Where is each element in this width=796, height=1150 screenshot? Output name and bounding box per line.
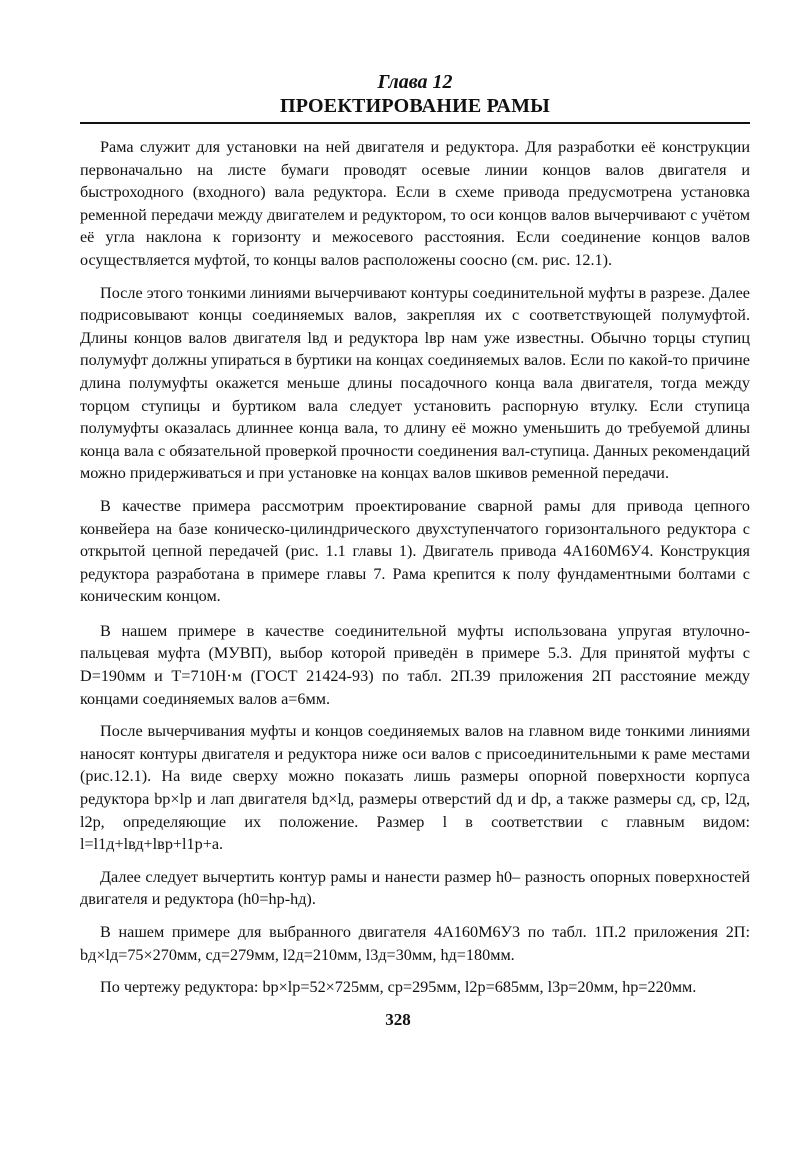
page bbox=[80, 70, 750, 1009]
paragraph: Далее следует вычертить контур рамы и нанести размер h0– разность опорных поверхностей двигателя и редуктора (h0=hр-hд). bbox=[80, 867, 750, 909]
page-number: 328 bbox=[385, 1010, 411, 1029]
chapter-label: Глава 12 bbox=[377, 71, 453, 93]
paragraph: После этого тонкими линиями вычерчивают контуры соединительной муфты в разрезе. Далее подрисовывают концы соединяемых валов, закрепляя их с соответствующей полумуфтой. Длины концов валов двигателя lвд и редуктора lвр нам уже известны. Обычно торцы ступиц полумуфт должны упираться в буртики на концах соединяемых валов. Если по какой-то причине длина полумуфты окажется меньше длины посадочного конца вала двигателя, тогда между торцом ступицы и буртиком вала следует установить распорную втулку. Если ступица полумуфты оказалась длиннее конца вала, то длину её можно уменьшить до требуемой длины конца вала с обязательной проверкой прочности соединения вал-ступица. Данных рекомендаций можно придерживаться и при установке на концах валов шкивов ременной передачи. bbox=[80, 283, 750, 483]
body-text bbox=[80, 136, 750, 999]
paragraph: После вычерчивания муфты и концов соединяемых валов на главном виде тонкими линиями наносят контуры двигателя и редуктора ниже оси валов с присоединительными к раме местами (рис.12.1). На виде сверху можно показать лишь размеры опорной поверхности корпуса редуктора bр×lр и лап двигателя bд×lд, размеры отверстий dд и dр, а также размеры cд, cр, l2д, l2р, определяющие их положение. Размер l в соответствии с главным видом: l=l1д+lвд+lвр+l1р+a. bbox=[80, 722, 750, 854]
paragraph: Рама служит для установки на ней двигателя и редуктора. Для разработки её конструкции первоначально на листе бумаги проводят осевые линии концов валов двигателя и быстроходного (входного) вала редуктора. Если в схеме привода предусмотрена установка ременной передачи между двигателем и редуктором, то оси концов валов вычерчивают с учётом её угла наклона к горизонту и межосевого расстояния. Если соединение концов валов осуществляется муфтой, то концы валов расположены соосно (см. рис. 12.1). bbox=[80, 138, 750, 269]
paragraph: В нашем примере для выбранного двигателя 4А160М6У3 по табл. 1П.2 приложения 2П: bд×lд=75×270мм, cд=279мм, l2д=210мм, l3д=30мм, hд=180мм. bbox=[80, 923, 750, 964]
paragraph: По чертежу редуктора: bр×lр=52×725мм, cр=295мм, l2р=685мм, l3р=20мм, hр=220мм. bbox=[100, 978, 697, 997]
header-rule bbox=[80, 122, 750, 124]
paragraph: В нашем примере в качестве соединительной муфты использована упругая втулочно-пальцевая муфта (МУВП), выбор которой приведён в примере 5.3. Для принятой муфты с D=190мм и T=710Н·м (ГОСТ 21424-93) по табл. 2П.39 приложения 2П расстояние между концами соединяемых валов a=6мм. bbox=[80, 621, 750, 708]
paragraph: В качестве примера рассмотрим проектирование сварной рамы для привода цепного конвейера на базе коническо-цилиндрического двухступенчатого горизонтального редуктора с открытой цепной передачей (рис. 1.1 главы 1). Двигатель привода 4А160М6У4. Конструкция редуктора разработана в примере главы 7. Рама крепится к полу фундаментными болтами с коническим концом. bbox=[80, 496, 750, 606]
chapter-title: ПРОЕКТИРОВАНИЕ РАМЫ bbox=[279, 95, 550, 117]
